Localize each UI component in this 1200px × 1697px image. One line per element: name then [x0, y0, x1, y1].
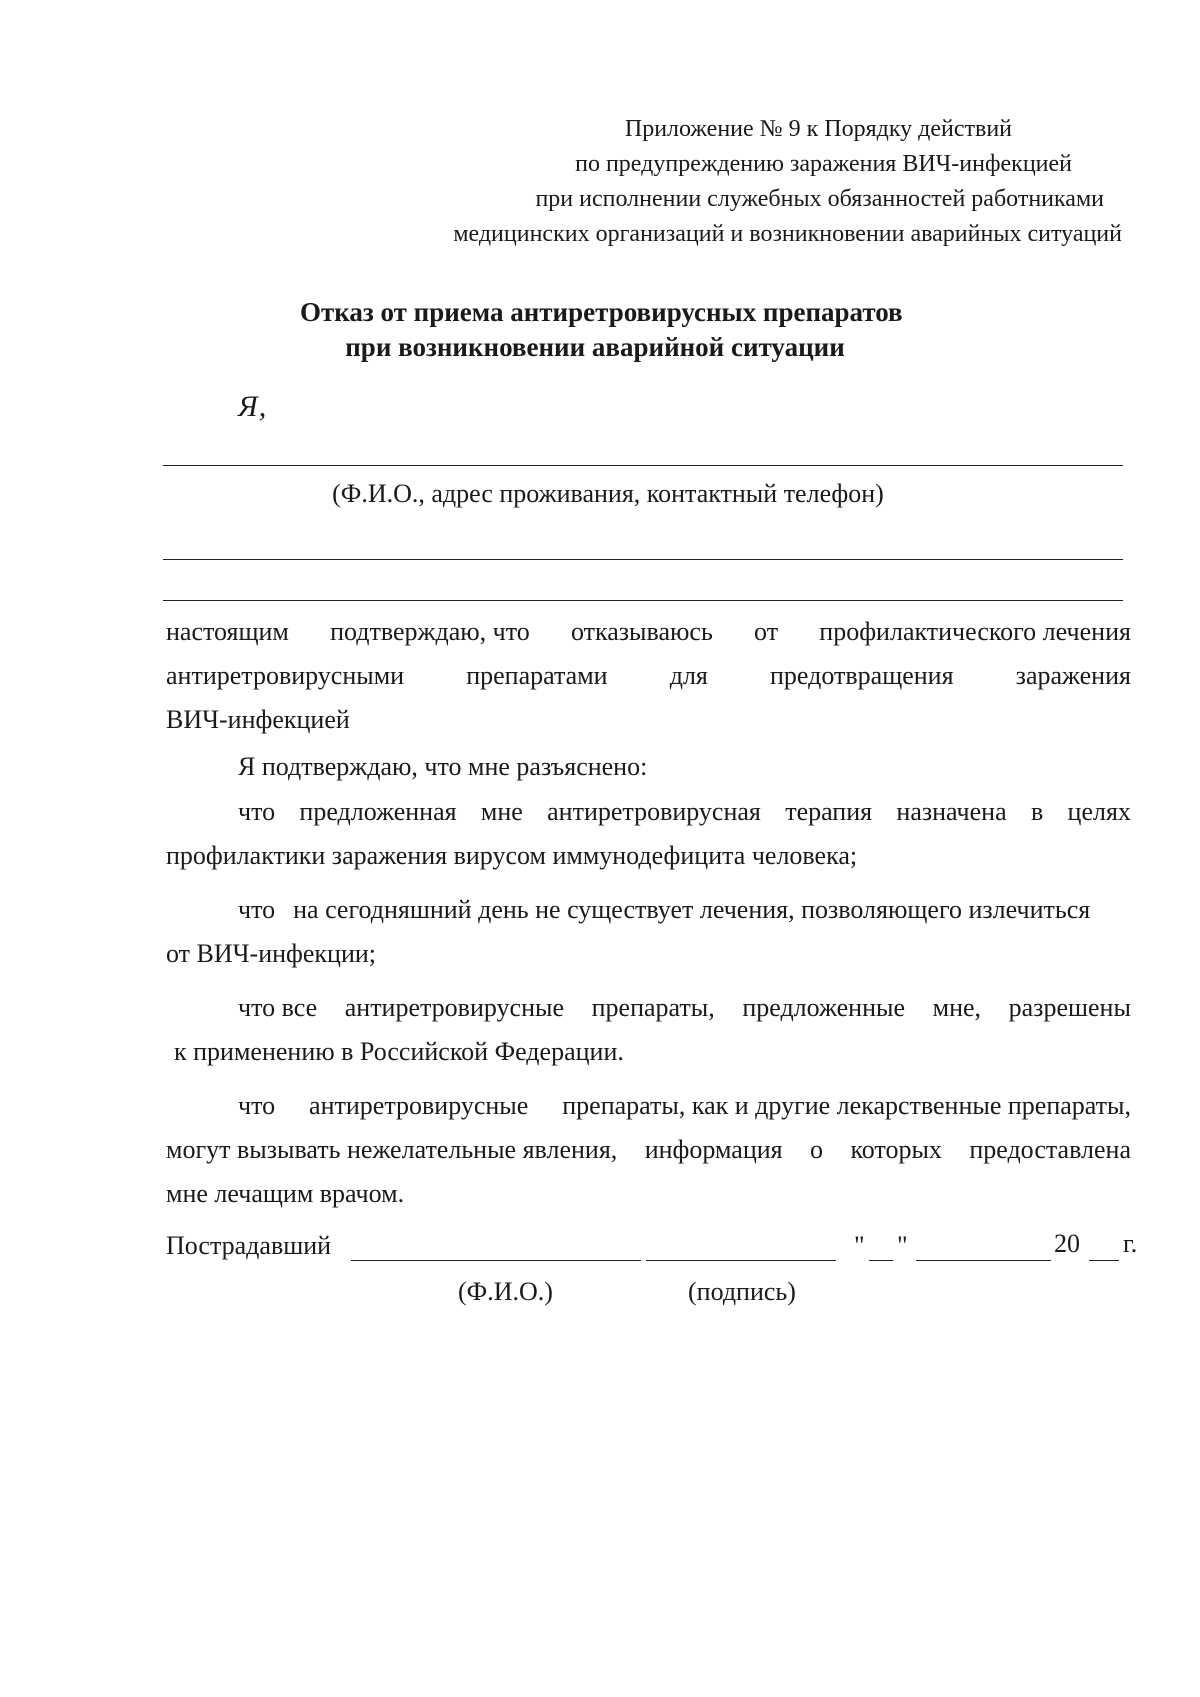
word: что — [238, 797, 276, 826]
list-item-line — [166, 1128, 1131, 1172]
paragraph-confirmation: Я подтверждаю, что мне разъяснено: — [238, 752, 648, 781]
fill-caption: (Ф.И.О., адрес проживания, контактный телефон) — [332, 479, 884, 508]
word: что все — [238, 993, 318, 1022]
paragraph-line: ВИЧ-инфекцией — [166, 705, 350, 734]
list-item-line — [166, 790, 1131, 834]
word: от — [754, 617, 779, 646]
word: антиретровирусными — [166, 661, 405, 690]
word: целях — [1067, 797, 1131, 826]
appendix-header — [402, 112, 1122, 252]
appendix-line: по предупреждению заражения ВИЧ-инфекцией — [575, 151, 1072, 177]
word: предоставлена — [969, 1135, 1131, 1164]
list-item-line: от ВИЧ-инфекции; — [166, 939, 377, 968]
explanation-list — [166, 790, 1131, 1226]
list-item — [166, 888, 1131, 976]
signature-label: Пострадавший — [166, 1231, 332, 1260]
appendix-line: при исполнении служебных обязанностей работниками — [535, 186, 1104, 212]
word: заражения — [1015, 661, 1131, 690]
fill-line-name[interactable] — [163, 465, 1123, 466]
word: профилактического лечения — [819, 617, 1131, 646]
date-year-suffix: г. — [1123, 1229, 1138, 1258]
word: о — [810, 1135, 824, 1164]
signature-caption-name: (Ф.И.О.) — [458, 1277, 553, 1306]
title-line-2: при возникновении аварийной ситуации — [345, 332, 845, 362]
word: антиретровирусные — [344, 993, 564, 1022]
word: антиретровирусные — [309, 1091, 529, 1120]
paragraph-refusal — [166, 610, 1131, 742]
date-quote-close: " — [897, 1231, 908, 1260]
list-item-line: к применению в Российской Федерации. — [174, 1037, 624, 1066]
word: назначена — [896, 797, 1007, 826]
word: подтверждаю, что — [330, 617, 530, 646]
date-day-field[interactable] — [869, 1260, 893, 1261]
word: что — [238, 1091, 276, 1120]
word: препаратами — [466, 661, 608, 690]
list-item-line: мне лечащим врачом. — [166, 1179, 405, 1208]
word: что — [238, 895, 276, 924]
list-item — [166, 1084, 1131, 1216]
date-century: 20 — [1054, 1229, 1080, 1258]
appendix-line: медицинских организаций и возникновении аварийных ситуаций — [453, 221, 1122, 247]
paragraph-line — [166, 610, 1131, 654]
document-title — [300, 295, 903, 365]
word: могут вызывать нежелательные явления, — [166, 1135, 618, 1164]
list-item-line — [166, 888, 1131, 932]
word: разрешены — [1008, 993, 1131, 1022]
list-item-line — [166, 986, 1131, 1030]
word: предотвращения — [770, 661, 954, 690]
fill-line-phone[interactable] — [163, 600, 1123, 601]
list-item-line — [166, 1084, 1131, 1128]
date-quote-open: " — [854, 1231, 865, 1260]
word: препараты, — [591, 993, 715, 1022]
word: в — [1030, 797, 1044, 826]
signature-caption-sign: (подпись) — [688, 1277, 796, 1306]
signature-name-field[interactable] — [351, 1260, 641, 1261]
signature-row — [166, 1225, 1136, 1265]
list-item-line: профилактики заражения вирусом иммунодефицита человека; — [166, 841, 858, 870]
intro-ya: Я, — [238, 390, 268, 423]
list-item — [166, 790, 1131, 878]
word: которых — [850, 1135, 942, 1164]
date-month-field[interactable] — [916, 1260, 1051, 1261]
fill-line-address[interactable] — [163, 559, 1123, 560]
word: терапия — [785, 797, 873, 826]
word: для — [669, 661, 708, 690]
signature-sign-field[interactable] — [646, 1260, 836, 1261]
word: информация — [644, 1135, 783, 1164]
word: настоящим — [166, 617, 289, 646]
title-line-1: Отказ от приема антиретровирусных препаратов — [300, 297, 903, 327]
appendix-line: Приложение № 9 к Порядку действий — [624, 116, 1012, 142]
word: мне, — [932, 993, 982, 1022]
date-year-field[interactable] — [1089, 1260, 1119, 1261]
word: мне — [480, 797, 523, 826]
word: препараты, как и другие лекарственные препараты, — [562, 1091, 1131, 1120]
word: предложенная — [299, 797, 457, 826]
list-item — [166, 986, 1131, 1074]
word: на сегодняшний день не существует лечения, позволяющего излечиться — [293, 895, 1091, 924]
word: отказываюсь — [570, 617, 713, 646]
word: антиретровирусная — [547, 797, 761, 826]
paragraph-line — [166, 654, 1131, 698]
word: предложенные — [742, 993, 905, 1022]
